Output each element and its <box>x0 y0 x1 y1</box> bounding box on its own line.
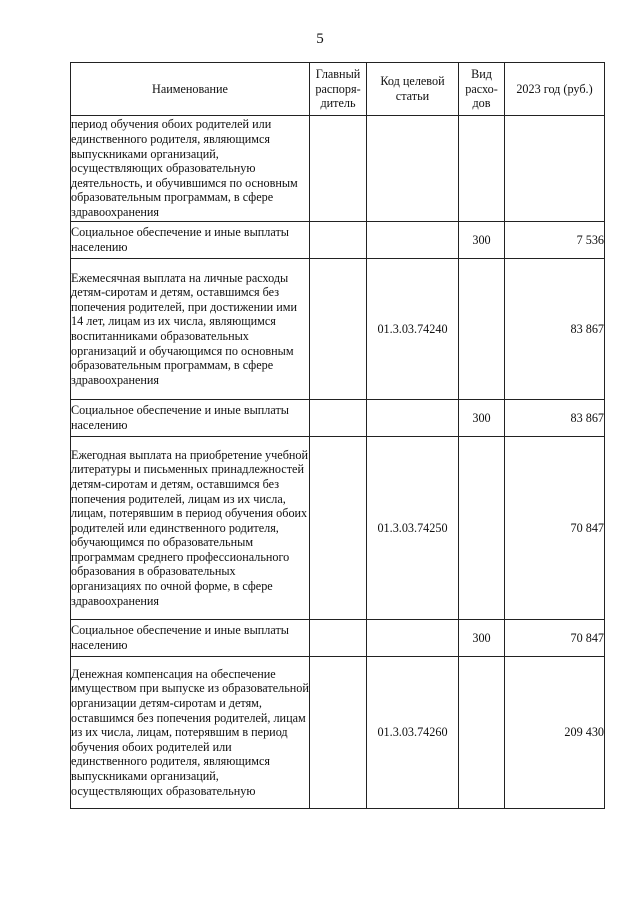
table-row <box>71 657 605 809</box>
row-expense-kind <box>459 116 505 222</box>
table-row <box>71 116 605 222</box>
table-row <box>71 400 605 437</box>
row-name: период обучения обоих родителей или единственного родителя, являющимся выпускниками организаций, осуществляющих образовательную деятельность, и обучившимся по основным образовательным программам, в сфере здравоохранения <box>71 116 310 222</box>
header-target-code: Код целевой статьи <box>367 63 459 116</box>
row-target-code <box>367 222 459 259</box>
row-expense-kind: 300 <box>459 400 505 437</box>
row-name: Социальное обеспечение и иные выплаты населению <box>71 222 310 259</box>
row-expense-kind <box>459 437 505 620</box>
header-expense-kind: Вид расхо-дов <box>459 63 505 116</box>
row-amount: 70 847 <box>505 437 605 620</box>
header-year-amount: 2023 год (руб.) <box>505 63 605 116</box>
header-main-manager: Главный распоря-дитель <box>310 63 367 116</box>
row-name: Ежемесячная выплата на личные расходы детям-сиротам и детям, оставшимся без попечения родителей, при достижении ими 14 лет, лицам из их числа, являющимся воспитанниками образовательных организаций и обучающимся по основным образовательным программам, в сфере здравоохранения <box>71 259 310 400</box>
row-name: Денежная компенсация на обеспечение имуществом при выпуске из образовательной организации детям-сиротам и детям, оставшимся без попечения родителей, лицам из их числа, лицам, потерявшим в период обучения обоих родителей или единственного родителя, являющимся выпускниками организаций, осуществляющих образовательную <box>71 657 310 809</box>
row-expense-kind: 300 <box>459 620 505 657</box>
table-row <box>71 437 605 620</box>
row-main-manager <box>310 400 367 437</box>
table-row <box>71 259 605 400</box>
row-target-code <box>367 116 459 222</box>
row-amount: 83 867 <box>505 400 605 437</box>
row-main-manager <box>310 657 367 809</box>
row-amount: 83 867 <box>505 259 605 400</box>
row-target-code: 01.3.03.74240 <box>367 259 459 400</box>
row-main-manager <box>310 222 367 259</box>
row-target-code: 01.3.03.74250 <box>367 437 459 620</box>
table-header-row <box>71 63 605 116</box>
row-name: Ежегодная выплата на приобретение учебной литературы и письменных принадлежностей детям-сиротам и детям, оставшимся без попечения родителей, лицам из их числа, лицам, потерявшим в период обучения обоих родителей или единственного родителя, обучающимся по образовательным программам среднего профессионального образования в образовательных организациях по очной форме, в сфере здравоохранения <box>71 437 310 620</box>
row-expense-kind: 300 <box>459 222 505 259</box>
page-number: 5 <box>316 31 324 47</box>
row-name: Социальное обеспечение и иные выплаты населению <box>71 620 310 657</box>
row-amount <box>505 116 605 222</box>
row-target-code: 01.3.03.74260 <box>367 657 459 809</box>
row-main-manager <box>310 437 367 620</box>
row-name: Социальное обеспечение и иные выплаты населению <box>71 400 310 437</box>
table-row <box>71 620 605 657</box>
row-amount: 70 847 <box>505 620 605 657</box>
budget-table <box>70 62 605 809</box>
header-name: Наименование <box>71 63 310 116</box>
row-amount: 209 430 <box>505 657 605 809</box>
row-amount: 7 536 <box>505 222 605 259</box>
row-main-manager <box>310 116 367 222</box>
row-expense-kind <box>459 657 505 809</box>
table-row <box>71 222 605 259</box>
row-main-manager <box>310 620 367 657</box>
row-main-manager <box>310 259 367 400</box>
row-target-code <box>367 400 459 437</box>
row-target-code <box>367 620 459 657</box>
row-expense-kind <box>459 259 505 400</box>
